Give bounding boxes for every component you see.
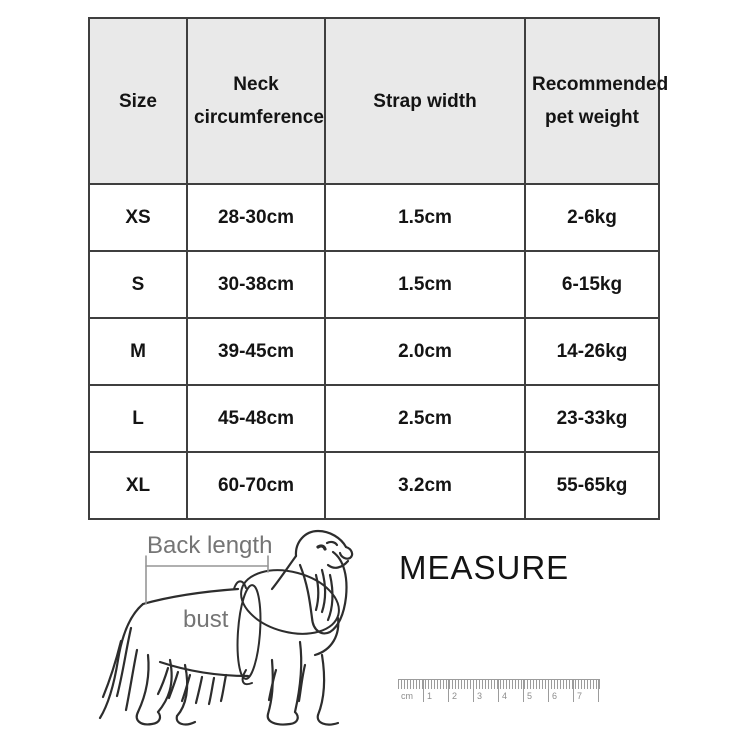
ruler-label-6: 6 <box>548 680 573 702</box>
ruler-labels <box>398 689 600 702</box>
ruler-label-2: 2 <box>448 680 473 702</box>
cell-neck: 28-30cm <box>187 184 325 251</box>
cell-strap: 2.5cm <box>325 385 525 452</box>
table-header-row <box>89 18 659 184</box>
ruler-end-tick <box>598 680 599 702</box>
ruler-label-4: 4 <box>498 680 523 702</box>
measure-title: MEASURE <box>399 549 570 586</box>
cell-weight: 6-15kg <box>525 251 659 318</box>
bust-label: bust <box>183 606 229 633</box>
table-row <box>89 318 659 385</box>
cell-neck: 39-45cm <box>187 318 325 385</box>
cell-strap: 1.5cm <box>325 184 525 251</box>
table-row <box>89 184 659 251</box>
cell-size: M <box>89 318 187 385</box>
back-length-label: Back length <box>147 532 273 559</box>
back-length-bracket <box>146 556 268 604</box>
cell-strap: 3.2cm <box>325 452 525 519</box>
size-chart-table <box>88 17 669 520</box>
ruler-graphic <box>398 679 600 702</box>
table-row <box>89 251 659 318</box>
col-header-neck: Neck circumference <box>187 18 325 184</box>
table-row <box>89 385 659 452</box>
cell-weight: 14-26kg <box>525 318 659 385</box>
cell-neck: 60-70cm <box>187 452 325 519</box>
ruler-label-5: 5 <box>523 680 548 702</box>
ruler-label-3: 3 <box>473 680 498 702</box>
table-row <box>89 452 659 519</box>
cell-size: XL <box>89 452 187 519</box>
cell-size: S <box>89 251 187 318</box>
cell-weight: 55-65kg <box>525 452 659 519</box>
col-header-weight: Recommended pet weight <box>525 18 659 184</box>
col-header-strap: Strap width <box>325 18 525 184</box>
cell-strap: 2.0cm <box>325 318 525 385</box>
ruler-label-7: 7 <box>573 680 598 702</box>
col-header-size: Size <box>89 18 187 184</box>
cell-size: XS <box>89 184 187 251</box>
cell-neck: 30-38cm <box>187 251 325 318</box>
cell-weight: 23-33kg <box>525 385 659 452</box>
ruler-label-cm: cm <box>401 691 413 701</box>
cell-strap: 1.5cm <box>325 251 525 318</box>
ruler-label-1: 1 <box>423 680 448 702</box>
cell-neck: 45-48cm <box>187 385 325 452</box>
cell-weight: 2-6kg <box>525 184 659 251</box>
cell-size: L <box>89 385 187 452</box>
